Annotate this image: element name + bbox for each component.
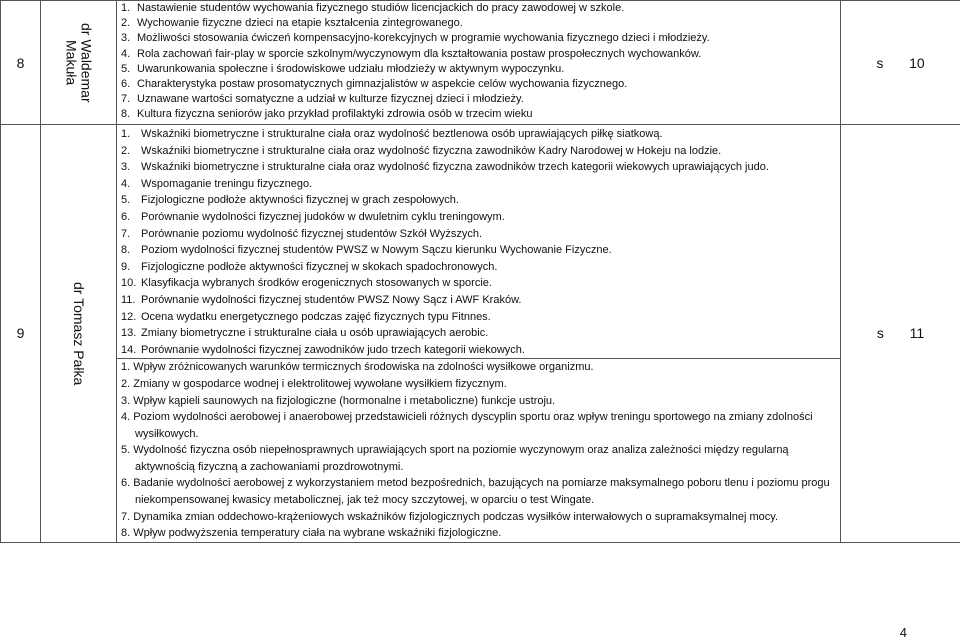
list-item bbox=[121, 192, 840, 209]
item-number: 2. bbox=[121, 17, 131, 30]
list-item: 7. Dynamika zmian oddechowo-krążeniowych wskaźników fizjologicznych podczas wysiłków interwałowych o supramaksymalnej mocy. bbox=[121, 510, 778, 523]
item-number: 4. bbox=[121, 177, 131, 190]
item-text: Nastawienie studentów wychowania fizycznego studiów licencjackich do pracy zawodowej w szkole. bbox=[137, 2, 625, 14]
topic-list bbox=[117, 1, 840, 123]
item-text: Porównanie wydolności fizycznej studentów PWSZ Nowy Sącz i AWF Kraków. bbox=[141, 293, 522, 306]
list-item bbox=[121, 77, 840, 92]
topics-cell bbox=[117, 125, 841, 543]
item-text: Porównanie wydolności fizycznej judoków w dwuletnim cyklu treningowym. bbox=[141, 210, 505, 223]
list-item bbox=[121, 126, 840, 143]
teacher-name-cell bbox=[41, 1, 117, 125]
table-row bbox=[1, 1, 960, 125]
list-item bbox=[121, 1, 840, 16]
item-text: Charakterystyka postaw prosomatycznych gimnazjalistów w aspekcie celów wychowania fizycznego. bbox=[137, 78, 628, 91]
item-number: 2. bbox=[121, 144, 131, 157]
list-item bbox=[121, 292, 840, 309]
row-number: 8 bbox=[1, 1, 41, 125]
item-text: Wskaźniki biometryczne i strukturalne ciała oraz wydolność fizyczna zawodników Kadry Narodowej w Hokeju na lodzie. bbox=[141, 144, 722, 157]
item-number: 10. bbox=[121, 277, 137, 290]
item-text: Możliwości stosowania ćwiczeń kompensacyjno-korekcyjnych w programie wychowania fizycznego dzieci i młodzieży. bbox=[137, 32, 710, 45]
list-item bbox=[121, 176, 840, 193]
teacher-name-cell bbox=[41, 125, 117, 543]
list-item bbox=[121, 259, 840, 276]
list-item bbox=[121, 92, 840, 107]
list-item bbox=[121, 209, 840, 226]
item-text: Zmiany biometryczne i strukturalne ciała u osób uprawiających aerobic. bbox=[141, 327, 489, 340]
slots-cell bbox=[841, 1, 960, 125]
list-item: 3. Wpływ kąpieli saunowych na fizjologiczne (hormonalne i metaboliczne) funkcje ustroju. bbox=[121, 394, 556, 407]
item-number: 12. bbox=[121, 310, 137, 323]
item-text: Poziom wydolności fizycznej studentów PWSZ w Nowym Sączu kierunku Wychowanie Fizyczne. bbox=[141, 244, 612, 257]
item-number: 9. bbox=[121, 260, 131, 273]
list-item bbox=[121, 31, 840, 46]
page-number: 4 bbox=[899, 625, 907, 640]
item-number: 7. bbox=[121, 93, 131, 106]
list-item bbox=[121, 275, 840, 292]
item-text: Ocena wydatku energetycznego podczas zajęć fizycznych typu Fitnnes. bbox=[141, 310, 491, 323]
list-item bbox=[121, 325, 840, 342]
topic-list-secondary bbox=[117, 358, 840, 542]
item-text: Uwarunkowania społeczne i środowiskowe udziału młodzieży w aktywnym wypoczynku. bbox=[137, 62, 565, 75]
item-text: Rola zachowań fair-play w sporcie szkolnym/wyczynowym dla kształtowania postaw prospołecznych wychowanków. bbox=[137, 47, 702, 60]
item-number: 3. bbox=[121, 161, 131, 174]
list-item: 8. Wpływ podwyższenia temperatury ciała na wybrane wskaźniki fizjologiczne. bbox=[121, 527, 502, 540]
list-item: 4. Poziom wydolności aerobowej i anaerobowej przedstawicieli różnych dyscyplin sportu oraz wpływ treningu sportowego na zmiany zdolności wysiłkowych. bbox=[121, 411, 813, 440]
item-text: Fizjologiczne podłoże aktywności fizycznej w grach zespołowych. bbox=[141, 194, 459, 207]
item-text: Wskaźniki biometryczne i strukturalne ciała oraz wydolność fizyczna zawodników trzech kategorii wiekowych uprawiających judo. bbox=[141, 161, 769, 174]
list-item: 5. Wydolność fizyczna osób niepełnosprawnych uprawiających sport na poziomie wyczynowym oraz analiza zależności między regularną aktywnością fizyczną a zachowaniami prozdrowotnymi. bbox=[121, 444, 789, 473]
type-code: s bbox=[876, 325, 884, 342]
item-text: Wspomaganie treningu fizycznego. bbox=[141, 177, 313, 190]
item-text: Uznawane wartości somatyczne a udział w kulturze fizycznej dzieci i młodzieży. bbox=[137, 93, 524, 106]
row-number: 9 bbox=[1, 125, 41, 543]
item-number: 6. bbox=[121, 210, 131, 223]
list-item bbox=[121, 16, 840, 31]
item-text: Wskaźniki biometryczne i strukturalne ciała oraz wydolność beztlenowa osób uprawiających piłkę siatkową. bbox=[141, 128, 663, 140]
item-number: 7. bbox=[121, 227, 131, 240]
list-item bbox=[121, 242, 840, 259]
topic-list bbox=[117, 125, 840, 358]
list-item: 2. Zmiany w gospodarce wodnej i elektrolitowej wywołane wysiłkiem fizycznym. bbox=[121, 377, 507, 390]
item-number: 1. bbox=[121, 2, 131, 14]
list-item bbox=[121, 226, 840, 243]
item-text: Kultura fizyczna seniorów jako przykład profilaktyki zdrowia osób w trzecim wieku bbox=[137, 108, 533, 121]
item-text: Wychowanie fizyczne dzieci na etapie kształcenia zintegrowanego. bbox=[137, 17, 463, 30]
topics-cell bbox=[117, 1, 841, 125]
item-number: 6. bbox=[121, 78, 131, 91]
teacher-name: dr Waldemar Makuła bbox=[63, 22, 95, 103]
list-item bbox=[121, 159, 840, 176]
item-number: 5. bbox=[121, 194, 131, 207]
list-item bbox=[121, 143, 840, 160]
type-code: s bbox=[876, 54, 884, 71]
item-number: 8. bbox=[121, 244, 131, 257]
list-item bbox=[121, 47, 840, 62]
list-item bbox=[121, 309, 840, 326]
list-item bbox=[121, 342, 840, 359]
list-item: 1. Wpływ zróżnicowanych warunków termicznych środowiska na zdolności wysiłkowe organizmu. bbox=[121, 361, 594, 374]
item-number: 13. bbox=[121, 327, 137, 340]
list-item bbox=[121, 62, 840, 77]
item-number: 14. bbox=[121, 343, 137, 356]
item-number: 5. bbox=[121, 62, 131, 75]
item-text: Porównanie poziomu wydolność fizycznej studentów Szkół Wyższych. bbox=[141, 227, 483, 240]
item-number: 4. bbox=[121, 47, 131, 60]
item-number: 8. bbox=[121, 108, 131, 121]
list-item bbox=[121, 107, 840, 122]
item-text: Klasyfikacja wybranych środków erogenicznych stosowanych w sporcie. bbox=[141, 277, 492, 290]
item-text: Fizjologiczne podłoże aktywności fizycznej w skokach spadochronowych. bbox=[141, 260, 498, 273]
list-item: 6. Badanie wydolności aerobowej z wykorzystaniem metod bezpośrednich, bazujących na pomiarze maksymalnego poboru tlenu i poziomu progu niekompensowanej kwasicy metabolicznej, jak też mocy szczytowej, w oparciu o test Wingate. bbox=[121, 477, 830, 507]
item-text: Porównanie wydolności fizycznej zawodników judo trzech kategorii wiekowych. bbox=[141, 343, 525, 356]
slots-count: 11 bbox=[909, 325, 925, 342]
slots-count: 10 bbox=[909, 54, 925, 71]
item-number: 11. bbox=[121, 293, 136, 306]
slots-cell bbox=[841, 125, 960, 543]
item-number: 1. bbox=[121, 128, 131, 140]
teacher-name: dr Tomasz Pałka bbox=[71, 281, 87, 386]
item-number: 3. bbox=[121, 32, 131, 45]
table-row bbox=[1, 125, 960, 543]
